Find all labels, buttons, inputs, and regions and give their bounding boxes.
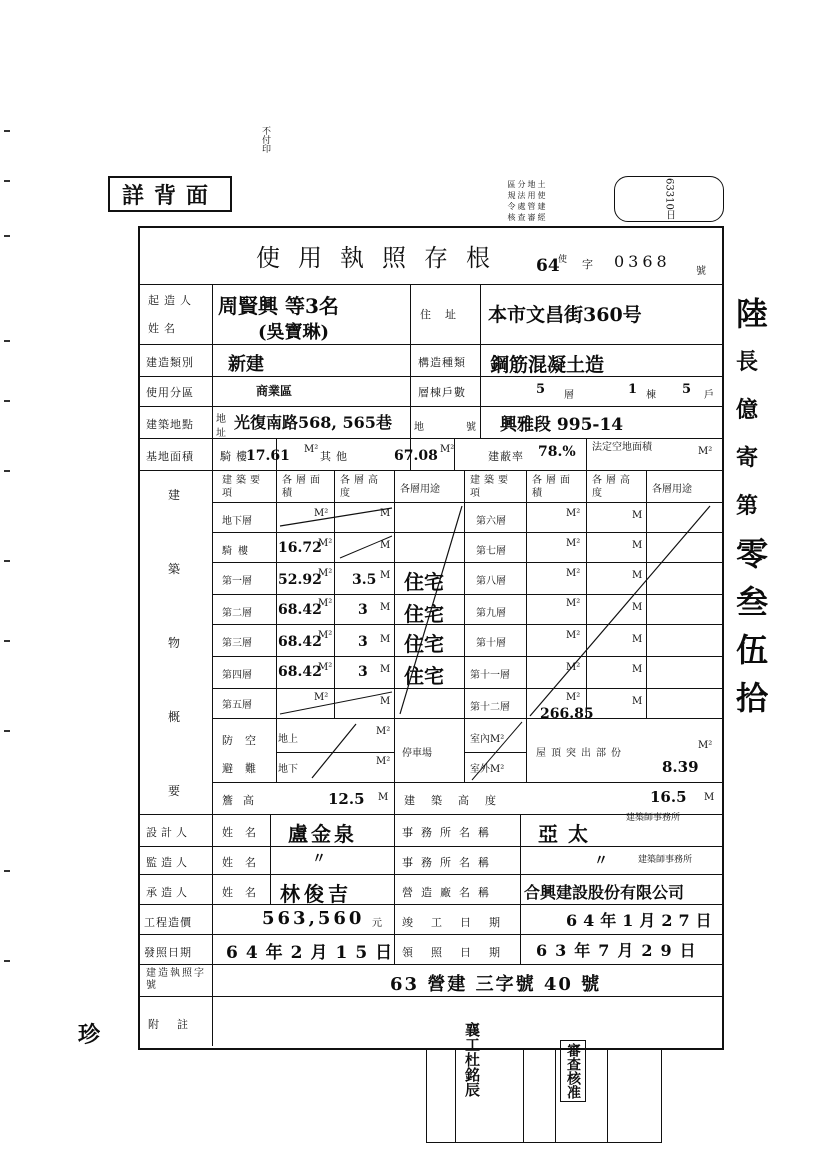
- coverage-value: 78.%: [538, 444, 576, 460]
- floors-unit: 層: [564, 390, 574, 401]
- permit-value: 63 營建 三字號 40 號: [390, 974, 602, 995]
- contractor-office: 合興建設股份有限公司: [524, 883, 685, 902]
- contractor-office-label: 營造廠名稱: [402, 886, 497, 899]
- buildings-value: 1: [628, 382, 638, 397]
- structure-value: 鋼筋混凝土造: [490, 354, 605, 376]
- coverage-label: 建蔽率: [488, 450, 524, 463]
- bldg-height-value: 16.5: [650, 788, 687, 806]
- households-value: 5: [682, 382, 692, 397]
- arcade-unit: M²: [304, 444, 319, 455]
- designer-office-note: 建築師事務所: [626, 813, 681, 823]
- issue-date: 64年2月15日: [226, 943, 401, 963]
- header-area-right: 各層面積: [532, 475, 574, 499]
- site-addr-tag-1: 地: [216, 414, 226, 425]
- completion-date: 64年1月27日: [566, 911, 718, 930]
- shelter-below-unit: M²: [376, 756, 391, 767]
- builder-alias: (吳寶琳): [258, 322, 330, 343]
- arcade-label: 騎樓: [220, 450, 252, 463]
- supervisor-office-label: 事務所名稱: [402, 856, 497, 869]
- bldg-height-label: 建築高度: [404, 794, 512, 807]
- shelter-below: 地下: [278, 764, 298, 775]
- parking-indoor: 室內M²: [470, 734, 505, 745]
- header-area-left: 各層面積: [282, 475, 324, 499]
- header-item-right: 建築要項: [470, 475, 512, 499]
- floor-area-total: 266.85: [540, 706, 594, 722]
- cost-value: 563,560: [262, 908, 365, 929]
- site-label: 建築地點: [146, 418, 194, 431]
- parking-label: 停車場: [402, 748, 432, 759]
- shelter-label-1: 防空: [222, 734, 268, 747]
- number-suffix: 號: [696, 266, 706, 277]
- header-height-right: 各層高度: [592, 475, 634, 499]
- permit-label: 建造執照字號: [146, 968, 206, 991]
- receive-label: 領照日期: [402, 946, 518, 959]
- designer-name-label: 姓名: [222, 826, 268, 839]
- bldg-height-unit: M: [704, 792, 715, 803]
- designer-name: 盧金泉: [288, 822, 357, 846]
- eave-unit: M: [378, 792, 389, 803]
- roof-value: 8.39: [662, 758, 699, 776]
- shelter-above: 地上: [278, 734, 298, 745]
- other-area: 67.08: [394, 448, 438, 464]
- zone-label: 使用分區: [146, 386, 194, 399]
- number-mid: 使: [558, 255, 568, 265]
- margin-text: 陸 長 億 寄 第 零 叁 伍 拾: [736, 295, 769, 717]
- address-label: 住址: [420, 308, 470, 321]
- roof-unit: M²: [698, 740, 713, 751]
- builder-label-2: 姓名: [148, 322, 180, 335]
- number-prefix: 64: [536, 256, 560, 276]
- designer-label: 設計人: [146, 826, 191, 839]
- site-address: 光復南路568, 565巷: [234, 413, 392, 432]
- eave-value: 12.5: [328, 790, 365, 808]
- receive-date: 63年7月29日: [536, 941, 704, 960]
- date-stamp: 63310日: [614, 176, 724, 222]
- supervisor-name: 〃: [312, 851, 326, 867]
- site-addr-tag-2: 址: [216, 428, 226, 439]
- header-use-left: 各層用途: [400, 484, 440, 495]
- permit-number: 0368: [614, 252, 671, 271]
- zone-value: 商業區: [256, 384, 293, 398]
- side-char: 珍: [78, 1022, 101, 1048]
- builder-label-1: 起造人: [148, 294, 196, 307]
- supervisor-name-label: 姓名: [222, 856, 268, 869]
- other-label: 其他: [320, 450, 352, 463]
- structure-label: 構造種類: [418, 356, 466, 369]
- header-use-right: 各層用途: [652, 484, 692, 495]
- number-char: 字: [582, 258, 593, 271]
- completion-label: 竣工日期: [402, 916, 518, 929]
- legal-open-unit: M²: [698, 446, 713, 457]
- roof-label: 屋頂突出部份: [536, 748, 626, 759]
- eave-label: 簷高: [222, 794, 264, 807]
- households-unit: 戶: [704, 390, 714, 401]
- designer-office-label: 事務所名稱: [402, 826, 497, 839]
- contractor-label: 承造人: [146, 886, 191, 899]
- approved-stamp: 審查核准: [560, 1040, 586, 1102]
- site-lot-number: 興雅段 995-14: [500, 415, 624, 435]
- parking-outdoor: 室外M²: [470, 764, 505, 775]
- area-label: 基地面積: [146, 450, 194, 463]
- shelter-above-unit: M²: [376, 726, 391, 737]
- category-value: 新建: [228, 354, 264, 375]
- arcade-area: 17.61: [246, 448, 290, 464]
- floors-value: 5: [536, 382, 546, 397]
- site-lot-label: 號: [466, 422, 476, 433]
- other-unit: M²: [440, 444, 455, 455]
- legal-open-label: 法定空地面積: [592, 442, 652, 453]
- officer-stamp: 襄工杜銘辰: [463, 1022, 481, 1097]
- supervisor-office: 〃: [594, 853, 608, 869]
- form-title: 使用執照存根: [256, 244, 508, 272]
- builder-name: 周賢興 等3名: [218, 294, 339, 318]
- remark-label: 附註: [148, 1018, 206, 1031]
- buildings-unit: 棟: [646, 390, 656, 401]
- supervisor-label: 監造人: [146, 856, 191, 869]
- issue-label: 發照日期: [144, 946, 192, 959]
- site-lot-tag: 地: [414, 422, 424, 433]
- shelter-label-2: 避難: [222, 762, 268, 775]
- supervisor-office-note: 建築師事務所: [638, 855, 693, 865]
- cost-unit: 元: [372, 918, 382, 929]
- header-height-left: 各層高度: [340, 475, 382, 499]
- floors-label: 層棟戶數: [418, 386, 466, 399]
- cost-label: 工程造價: [144, 916, 192, 929]
- address-value: 本市文昌街360号: [488, 304, 642, 326]
- back-side-label: 詳背面: [121, 182, 218, 209]
- header-item-left: 建築要項: [222, 475, 264, 499]
- contractor-name: 林俊吉: [280, 882, 352, 906]
- category-label: 建造類別: [146, 356, 194, 369]
- small-stamp: 不付印: [260, 126, 270, 153]
- certify-notes: 土地分區 使用法規 建管處令 經審查核: [507, 180, 546, 221]
- contractor-name-label: 姓名: [222, 886, 268, 899]
- designer-office: 亞太: [538, 822, 598, 846]
